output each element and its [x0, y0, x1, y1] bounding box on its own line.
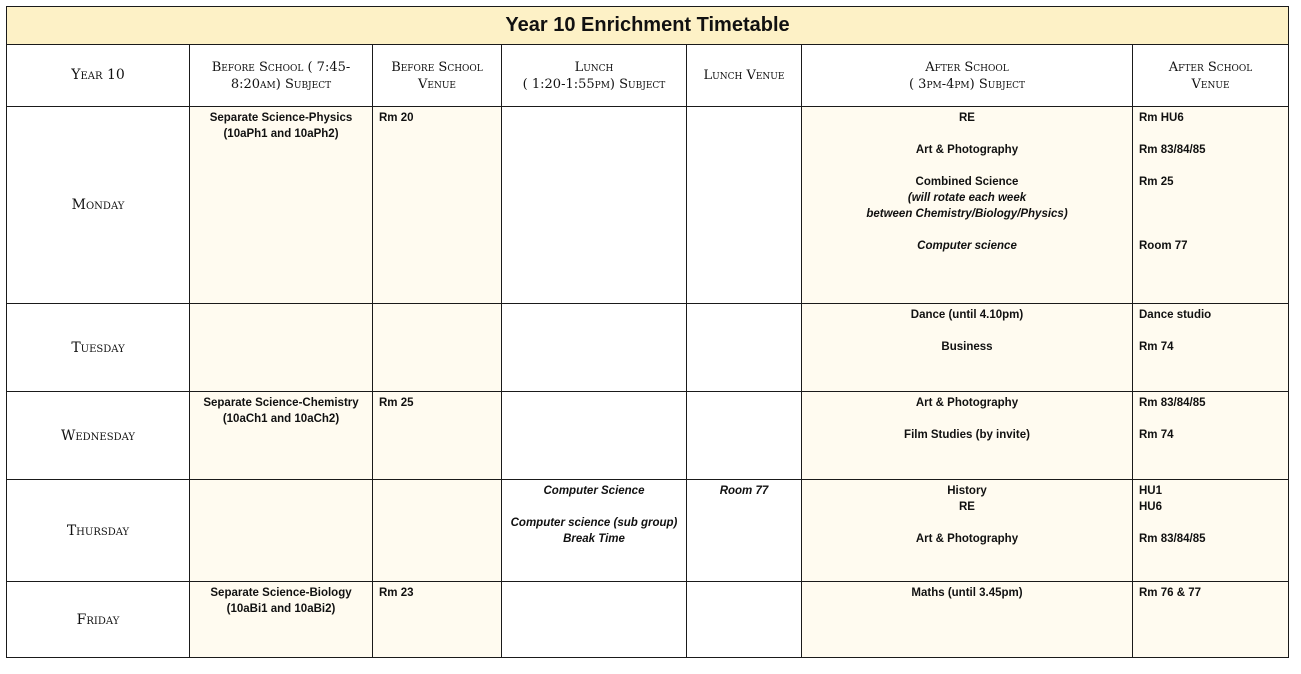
tuesday-before-subject	[190, 304, 373, 392]
monday-lunch-subject	[502, 107, 687, 304]
thursday-after-2: RE	[959, 501, 975, 513]
header-before-subject	[190, 45, 373, 107]
tuesday-venue-2: Rm 74	[1139, 341, 1174, 353]
wednesday-lunch-subject	[502, 392, 687, 480]
wednesday-before-subject-line2: (10aCh1 and 10aCh2)	[222, 413, 340, 425]
thursday-lunch-3: Break Time	[563, 533, 625, 545]
thursday-after-1: History	[947, 485, 987, 497]
thursday-lunch-1: Computer Science	[543, 485, 645, 497]
monday-before-subject	[190, 107, 373, 304]
header-before-venue-line2: Venue	[418, 76, 456, 92]
wednesday-before-subject-line1: Separate Science-Chemistry	[203, 397, 359, 409]
table-row-wednesday	[7, 392, 1289, 480]
thursday-before-subject	[190, 480, 373, 582]
monday-before-subject-line2: (10aPh1 and 10aPh2)	[223, 128, 339, 140]
thursday-lunch-venue: Room 77	[687, 480, 802, 582]
tuesday-after-2: Business	[941, 341, 993, 353]
table-row-friday	[7, 582, 1289, 658]
friday-after-subject	[802, 582, 1133, 658]
friday-after-venue	[1133, 582, 1289, 658]
header-lunch-subject-line2: ( 1:20-1:55pm) Subject	[522, 76, 666, 92]
table-row-monday	[7, 107, 1289, 304]
header-after-venue-line2: Venue	[1191, 76, 1230, 92]
monday-after-2: Art & Photography	[915, 144, 1019, 156]
monday-after-subject	[802, 107, 1133, 304]
friday-before-subject	[190, 582, 373, 658]
thursday-lunch-subject	[502, 480, 687, 582]
wednesday-before-subject	[190, 392, 373, 480]
thursday-venue-2: HU6	[1139, 501, 1163, 513]
thursday-after-subject	[802, 480, 1133, 582]
header-lunch-subject-line1: Lunch	[574, 59, 614, 75]
friday-venue-1: Rm 76 & 77	[1139, 587, 1202, 599]
monday-lunch-venue	[687, 107, 802, 304]
header-after-venue-line1: After School	[1168, 59, 1253, 75]
thursday-after-3: Art & Photography	[915, 533, 1019, 545]
tuesday-lunch-venue	[687, 304, 802, 392]
wednesday-venue-1: Rm 83/84/85	[1139, 397, 1206, 409]
tuesday-after-subject	[802, 304, 1133, 392]
header-after-venue	[1133, 45, 1289, 107]
tuesday-lunch-subject	[502, 304, 687, 392]
wednesday-before-venue: Rm 25	[373, 392, 502, 480]
day-monday: Monday	[7, 107, 190, 304]
table-row-thursday	[7, 480, 1289, 582]
day-friday: Friday	[7, 582, 190, 658]
tuesday-after-venue	[1133, 304, 1289, 392]
tuesday-venue-1: Dance studio	[1139, 309, 1212, 321]
timetable-table	[6, 6, 1289, 658]
header-lunch-subject	[502, 45, 687, 107]
tuesday-before-venue	[373, 304, 502, 392]
wednesday-after-venue	[1133, 392, 1289, 480]
monday-after-venue	[1133, 107, 1289, 304]
monday-venue-1: Rm HU6	[1139, 112, 1184, 124]
header-before-venue-line1: Before School	[391, 59, 483, 75]
day-tuesday: Tuesday	[7, 304, 190, 392]
header-year-label: Year 10	[71, 67, 125, 83]
wednesday-after-1: Art & Photography	[915, 397, 1019, 409]
friday-before-subject-line1: Separate Science-Biology	[210, 587, 352, 599]
wednesday-lunch-venue	[687, 392, 802, 480]
header-before-venue	[373, 45, 502, 107]
day-thursday: Thursday	[7, 480, 190, 582]
thursday-venue-3: Rm 83/84/85	[1139, 533, 1206, 545]
title-row	[7, 7, 1289, 45]
friday-before-subject-line2: (10aBi1 and 10aBi2)	[226, 603, 336, 615]
friday-lunch-subject	[502, 582, 687, 658]
header-before-subject-line1: Before School ( 7:45-	[211, 59, 351, 75]
wednesday-after-subject	[802, 392, 1133, 480]
monday-before-venue: Rm 20	[373, 107, 502, 304]
monday-venue-4: Room 77	[1139, 240, 1188, 252]
header-lunch-venue-label: Lunch Venue	[703, 68, 785, 83]
header-before-subject-line2: 8:20am) Subject	[230, 76, 332, 92]
wednesday-venue-2: Rm 74	[1139, 429, 1174, 441]
day-wednesday: Wednesday	[7, 392, 190, 480]
thursday-after-venue	[1133, 480, 1289, 582]
thursday-lunch-2: Computer science (sub group)	[510, 517, 678, 529]
friday-before-venue: Rm 23	[373, 582, 502, 658]
thursday-before-venue	[373, 480, 502, 582]
monday-venue-2: Rm 83/84/85	[1139, 144, 1206, 156]
monday-after-3: Combined Science	[915, 176, 1019, 188]
monday-after-3-note-line1: (will rotate each week	[907, 192, 1027, 204]
friday-after-1: Maths (until 3.45pm)	[911, 587, 1023, 599]
wednesday-after-2: Film Studies (by invite)	[904, 429, 1030, 441]
monday-after-3-note-line2: between Chemistry/Biology/Physics)	[866, 208, 1068, 220]
monday-before-subject-line1: Separate Science-Physics	[209, 112, 353, 124]
thursday-venue-1: HU1	[1139, 485, 1163, 497]
monday-after-1: RE	[959, 112, 975, 124]
header-year	[7, 45, 190, 107]
timetable	[6, 6, 1288, 658]
monday-venue-3: Rm 25	[1139, 176, 1174, 188]
friday-lunch-venue	[687, 582, 802, 658]
header-after-subject	[802, 45, 1133, 107]
table-title: Year 10 Enrichment Timetable	[7, 7, 1289, 45]
header-after-subject-line1: After School	[925, 59, 1009, 75]
tuesday-after-1: Dance (until 4.10pm)	[910, 309, 1024, 321]
header-after-subject-line2: ( 3pm-4pm) Subject	[908, 76, 1026, 92]
monday-after-4: Computer science	[917, 240, 1017, 252]
header-lunch-venue	[687, 45, 802, 107]
table-row-tuesday	[7, 304, 1289, 392]
header-row	[7, 45, 1289, 107]
